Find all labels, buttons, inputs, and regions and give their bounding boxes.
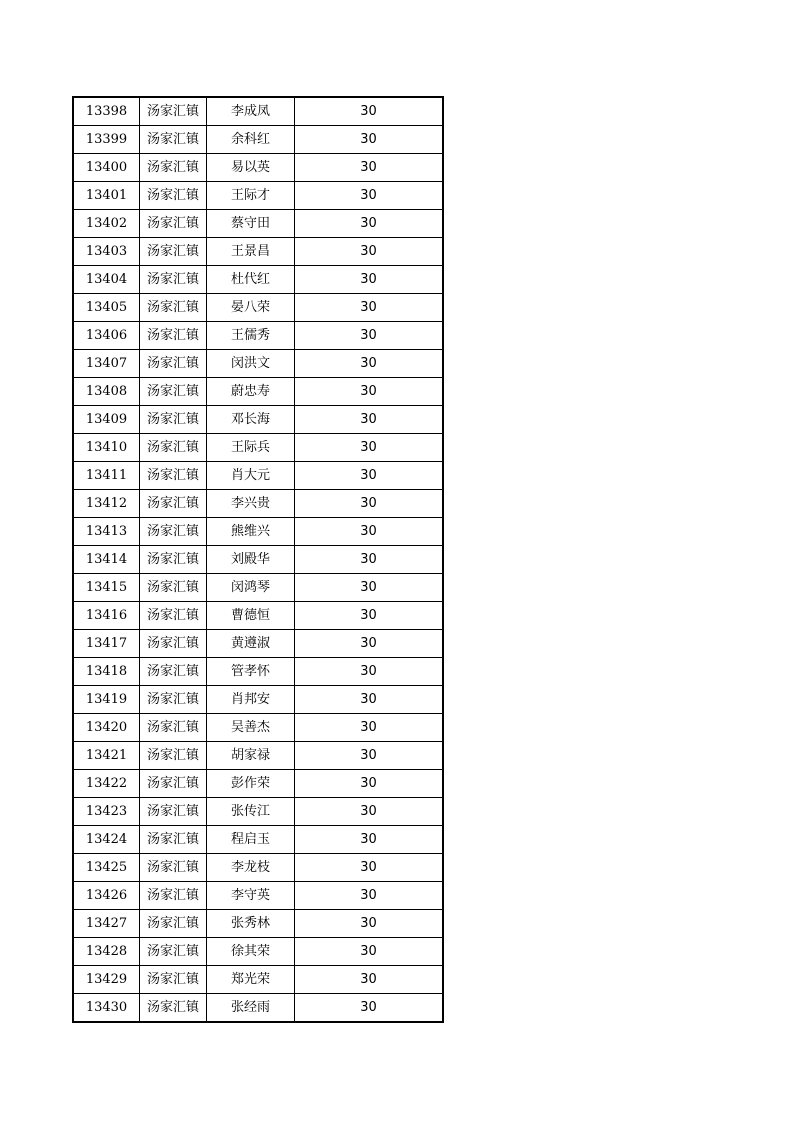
town-cell: 汤家汇镇 [140,826,207,854]
row-id-cell: 13424 [73,826,140,854]
table-row [73,882,443,910]
person-name-cell: 杜代红 [207,266,295,294]
table-row [73,518,443,546]
table-row [73,714,443,742]
person-name-cell: 徐其荣 [207,938,295,966]
row-id-cell: 13411 [73,462,140,490]
table-row [73,854,443,882]
row-id-cell: 13414 [73,546,140,574]
table-row [73,630,443,658]
row-id-cell: 13406 [73,322,140,350]
row-id-cell: 13427 [73,910,140,938]
table-row [73,434,443,462]
town-cell: 汤家汇镇 [140,854,207,882]
amount-cell: 30 [295,938,444,966]
amount-cell: 30 [295,294,444,322]
person-name-cell: 肖邦安 [207,686,295,714]
row-id-cell: 13422 [73,770,140,798]
person-name-cell: 熊维兴 [207,518,295,546]
town-cell: 汤家汇镇 [140,714,207,742]
town-cell: 汤家汇镇 [140,238,207,266]
town-cell: 汤家汇镇 [140,434,207,462]
person-name-cell: 王际才 [207,182,295,210]
row-id-cell: 13417 [73,630,140,658]
amount-cell: 30 [295,378,444,406]
town-cell: 汤家汇镇 [140,378,207,406]
row-id-cell: 13401 [73,182,140,210]
person-name-cell: 蔚忠寿 [207,378,295,406]
row-id-cell: 13415 [73,574,140,602]
town-cell: 汤家汇镇 [140,994,207,1023]
table-row [73,994,443,1023]
town-cell: 汤家汇镇 [140,742,207,770]
table-row [73,462,443,490]
row-id-cell: 13420 [73,714,140,742]
person-name-cell: 黄遵淑 [207,630,295,658]
amount-cell: 30 [295,826,444,854]
town-cell: 汤家汇镇 [140,154,207,182]
row-id-cell: 13419 [73,686,140,714]
town-cell: 汤家汇镇 [140,882,207,910]
person-name-cell: 刘殿华 [207,546,295,574]
person-name-cell: 彭作荣 [207,770,295,798]
amount-cell: 30 [295,742,444,770]
row-id-cell: 13403 [73,238,140,266]
town-cell: 汤家汇镇 [140,266,207,294]
row-id-cell: 13416 [73,602,140,630]
person-name-cell: 程启玉 [207,826,295,854]
person-name-cell: 李兴贵 [207,490,295,518]
person-name-cell: 晏八荣 [207,294,295,322]
table-row [73,826,443,854]
amount-cell: 30 [295,854,444,882]
person-name-cell: 张秀林 [207,910,295,938]
row-id-cell: 13405 [73,294,140,322]
amount-cell: 30 [295,686,444,714]
amount-cell: 30 [295,182,444,210]
person-name-cell: 李守英 [207,882,295,910]
table-row [73,686,443,714]
table-row [73,322,443,350]
town-cell: 汤家汇镇 [140,798,207,826]
town-cell: 汤家汇镇 [140,574,207,602]
row-id-cell: 13426 [73,882,140,910]
data-table [72,96,444,1023]
amount-cell: 30 [295,658,444,686]
amount-cell: 30 [295,322,444,350]
table-row [73,97,443,126]
row-id-cell: 13404 [73,266,140,294]
town-cell: 汤家汇镇 [140,966,207,994]
person-name-cell: 王景昌 [207,238,295,266]
row-id-cell: 13428 [73,938,140,966]
amount-cell: 30 [295,798,444,826]
amount-cell: 30 [295,602,444,630]
town-cell: 汤家汇镇 [140,126,207,154]
table-row [73,546,443,574]
person-name-cell: 王际兵 [207,434,295,462]
amount-cell: 30 [295,97,444,126]
table-row [73,658,443,686]
person-name-cell: 管孝怀 [207,658,295,686]
amount-cell: 30 [295,266,444,294]
town-cell: 汤家汇镇 [140,910,207,938]
row-id-cell: 13421 [73,742,140,770]
row-id-cell: 13412 [73,490,140,518]
row-id-cell: 13399 [73,126,140,154]
town-cell: 汤家汇镇 [140,630,207,658]
person-name-cell: 闵鸿琴 [207,574,295,602]
row-id-cell: 13402 [73,210,140,238]
person-name-cell: 张经雨 [207,994,295,1023]
amount-cell: 30 [295,462,444,490]
table-row [73,574,443,602]
person-name-cell: 吴善杰 [207,714,295,742]
table-row [73,154,443,182]
amount-cell: 30 [295,350,444,378]
amount-cell: 30 [295,770,444,798]
town-cell: 汤家汇镇 [140,462,207,490]
row-id-cell: 13409 [73,406,140,434]
person-name-cell: 王儒秀 [207,322,295,350]
amount-cell: 30 [295,630,444,658]
amount-cell: 30 [295,714,444,742]
town-cell: 汤家汇镇 [140,294,207,322]
town-cell: 汤家汇镇 [140,546,207,574]
person-name-cell: 郑光荣 [207,966,295,994]
amount-cell: 30 [295,518,444,546]
row-id-cell: 13413 [73,518,140,546]
table-row [73,238,443,266]
table-row [73,266,443,294]
person-name-cell: 李成凤 [207,97,295,126]
person-name-cell: 易以英 [207,154,295,182]
town-cell: 汤家汇镇 [140,602,207,630]
town-cell: 汤家汇镇 [140,658,207,686]
person-name-cell: 蔡守田 [207,210,295,238]
table-row [73,490,443,518]
row-id-cell: 13418 [73,658,140,686]
town-cell: 汤家汇镇 [140,938,207,966]
amount-cell: 30 [295,126,444,154]
amount-cell: 30 [295,966,444,994]
amount-cell: 30 [295,238,444,266]
row-id-cell: 13410 [73,434,140,462]
table-row [73,182,443,210]
row-id-cell: 13398 [73,97,140,126]
table-row [73,798,443,826]
town-cell: 汤家汇镇 [140,322,207,350]
town-cell: 汤家汇镇 [140,518,207,546]
amount-cell: 30 [295,434,444,462]
row-id-cell: 13408 [73,378,140,406]
table-row [73,210,443,238]
town-cell: 汤家汇镇 [140,686,207,714]
person-name-cell: 邓长海 [207,406,295,434]
row-id-cell: 13430 [73,994,140,1023]
row-id-cell: 13407 [73,350,140,378]
town-cell: 汤家汇镇 [140,406,207,434]
town-cell: 汤家汇镇 [140,350,207,378]
amount-cell: 30 [295,490,444,518]
town-cell: 汤家汇镇 [140,490,207,518]
amount-cell: 30 [295,882,444,910]
table-row [73,378,443,406]
amount-cell: 30 [295,574,444,602]
table-row [73,126,443,154]
row-id-cell: 13400 [73,154,140,182]
amount-cell: 30 [295,910,444,938]
table-row [73,966,443,994]
town-cell: 汤家汇镇 [140,770,207,798]
amount-cell: 30 [295,210,444,238]
person-name-cell: 胡家禄 [207,742,295,770]
town-cell: 汤家汇镇 [140,210,207,238]
person-name-cell: 张传江 [207,798,295,826]
person-name-cell: 闵洪文 [207,350,295,378]
person-name-cell: 肖大元 [207,462,295,490]
table-row [73,742,443,770]
table-row [73,406,443,434]
table-row [73,602,443,630]
table-row [73,770,443,798]
table-row [73,910,443,938]
table-row [73,294,443,322]
table-body [73,97,443,1022]
amount-cell: 30 [295,406,444,434]
table-row [73,938,443,966]
person-name-cell: 余科红 [207,126,295,154]
row-id-cell: 13423 [73,798,140,826]
row-id-cell: 13425 [73,854,140,882]
person-name-cell: 李龙枝 [207,854,295,882]
table-row [73,350,443,378]
amount-cell: 30 [295,546,444,574]
row-id-cell: 13429 [73,966,140,994]
town-cell: 汤家汇镇 [140,182,207,210]
amount-cell: 30 [295,154,444,182]
person-name-cell: 曹德恒 [207,602,295,630]
town-cell: 汤家汇镇 [140,97,207,126]
amount-cell: 30 [295,994,444,1023]
